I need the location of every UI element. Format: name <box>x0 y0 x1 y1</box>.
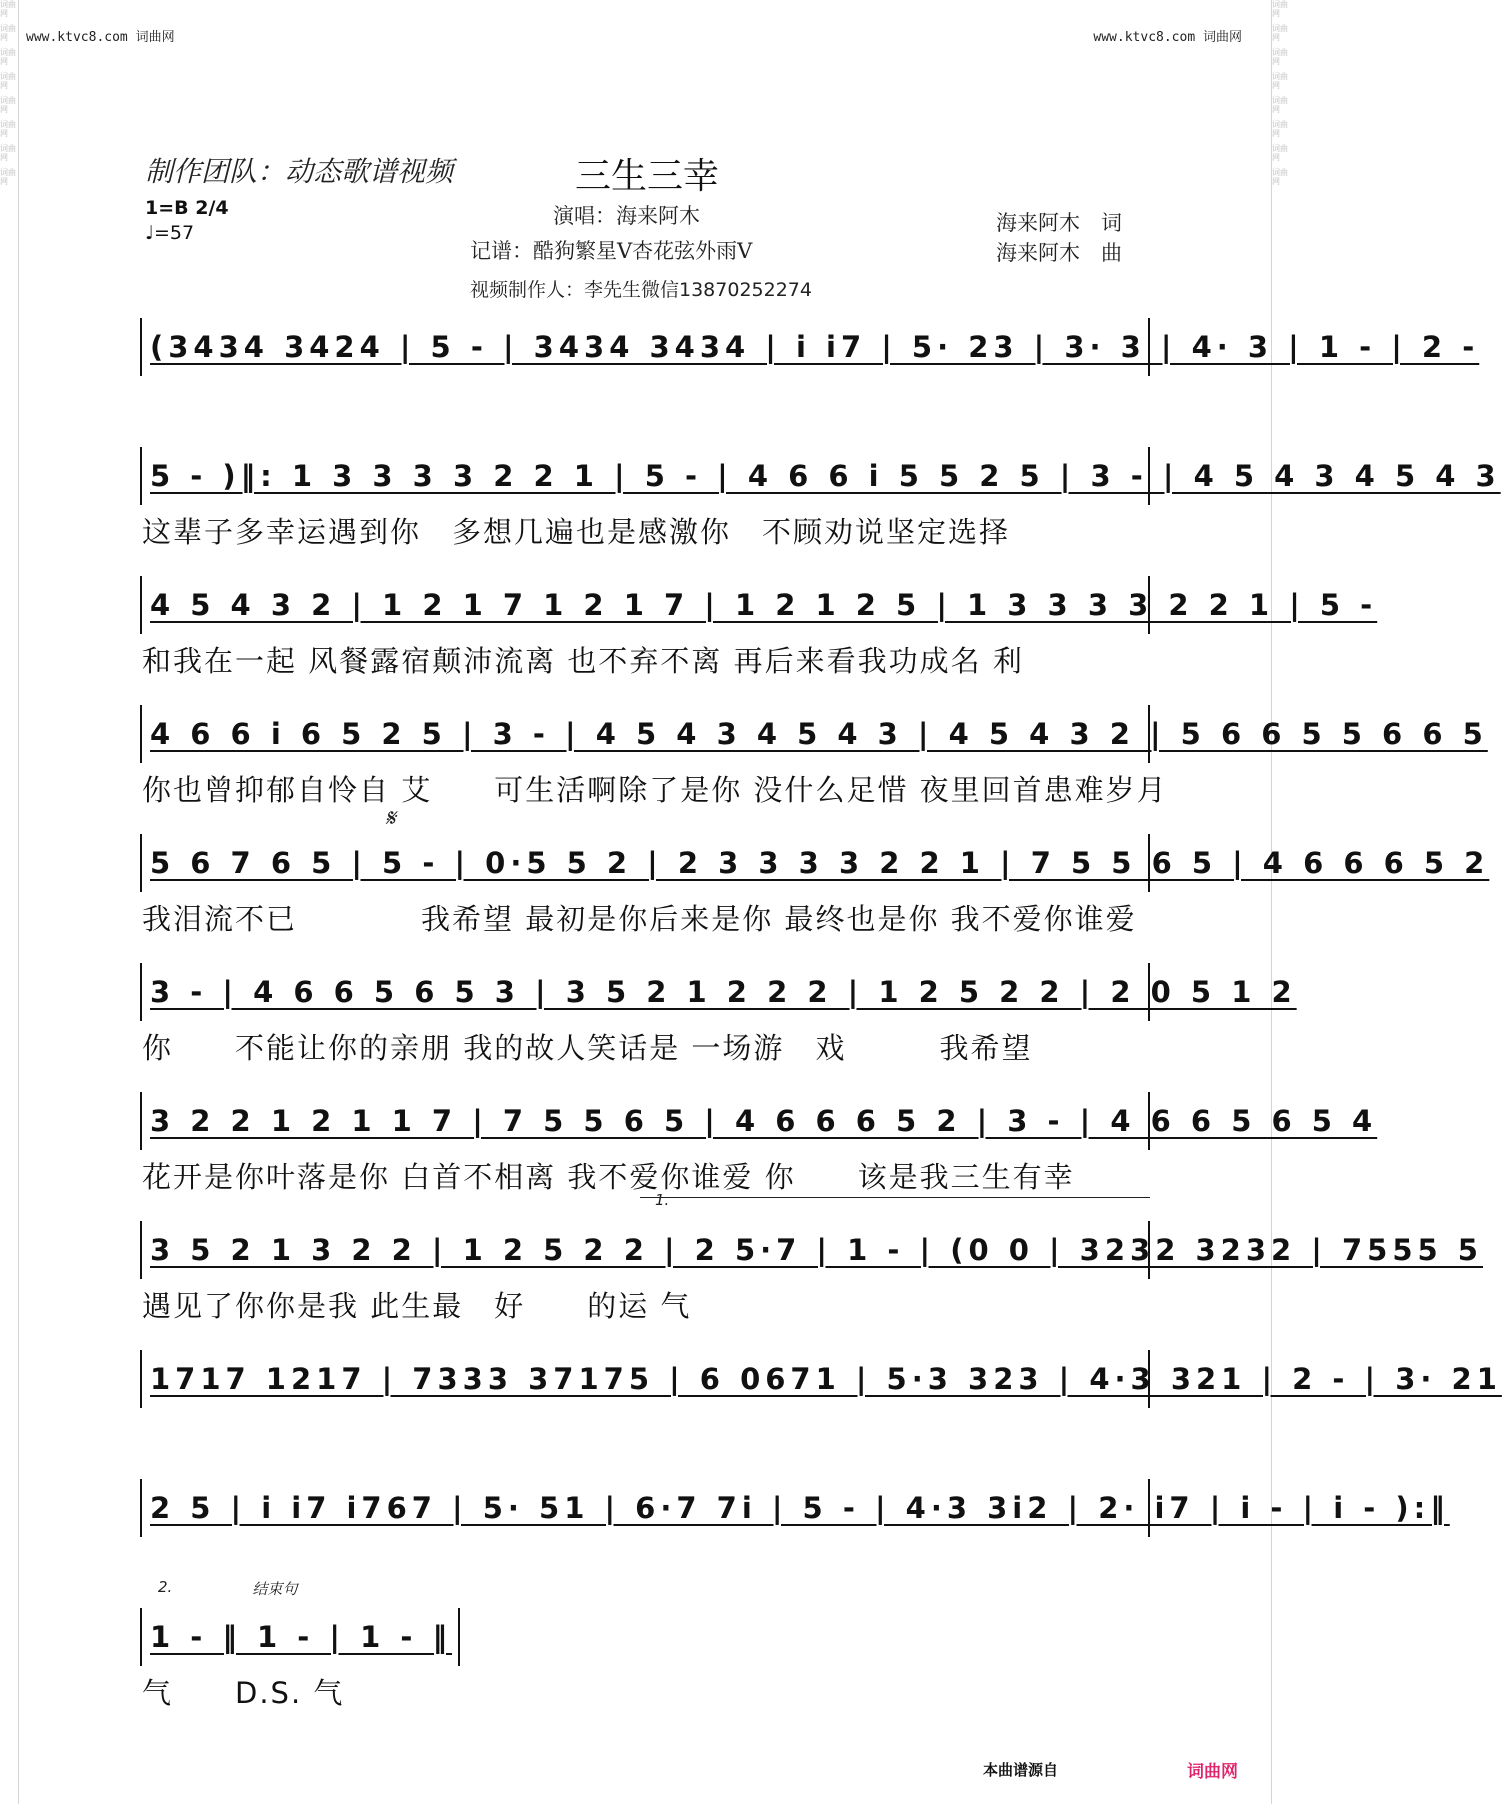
edge-watermark-text: 词曲网 <box>1272 96 1288 114</box>
segno-marker: 𝄋 <box>385 804 396 832</box>
edge-watermark-text: 词曲网 <box>0 24 16 42</box>
lyric-line: 气 D.S. 气 <box>142 1675 345 1710</box>
edge-watermark-text: 词曲网 <box>1272 120 1288 138</box>
edge-watermark-text: 词曲网 <box>1272 24 1288 42</box>
edge-watermark-text: 词曲网 <box>0 96 16 114</box>
song-title: 三生三幸 <box>575 156 720 197</box>
lyric-line <box>140 376 1150 426</box>
key-signature: 1=B 2/4 <box>145 197 229 219</box>
header-site-right <box>1093 26 1242 45</box>
score-row <box>140 1350 1502 1479</box>
site-url: www.ktvc8.com <box>26 30 128 45</box>
note-line: (3434 3424 | 5 - | 3434 3434 | i i7 | 5· 23 | 3· 3 | 4· 3 | 1 - | 2 - <box>140 318 1150 376</box>
score-row <box>140 804 1490 963</box>
lyric-line: 这辈子多幸运遇到你 多想几遍也是感激你 不顾劝说坚定选择 <box>142 514 1011 549</box>
lyric-line: 我泪流不已 我希望 最初是你后来是你 最终也是你 我不爱你谁爱 <box>142 901 1137 936</box>
lyric-line <box>140 1408 1150 1458</box>
tempo-marking: ♩=57 <box>145 222 195 244</box>
footer-site-link[interactable]: 词曲网 <box>1187 1762 1238 1782</box>
singer-credit: 演唱：海来阿木 <box>553 204 700 228</box>
ending-phrase-marker: 结束句 <box>252 1580 298 1598</box>
right-watermark-strip <box>1271 0 1290 1804</box>
edge-watermark-text: 词曲网 <box>1272 0 1288 18</box>
note-line: 3 5 2 1 3 2 2 | 1 2 5 2 2 | 2 5·7 | 1 - | (0 0 | 3232 3232 | 7555 5 <box>140 1221 1150 1279</box>
score-row <box>140 1191 1483 1350</box>
score-row <box>140 447 1501 576</box>
lyricist-credit: 海来阿木 词 <box>996 211 1122 235</box>
production-team: 制作团队：动态歌谱视频 <box>145 155 454 188</box>
edge-watermark-text: 词曲网 <box>1272 48 1288 66</box>
edge-watermark-text: 词曲网 <box>0 144 16 162</box>
note-line: 3 2 2 1 2 1 1 7 | 7 5 5 6 5 | 4 6 6 6 5 2 | 3 - | 4 6 6 5 6 5 4 <box>140 1092 1150 1150</box>
site-name: 词曲网 <box>135 30 175 45</box>
notation-credit: 记谱：酷狗繁星V杏花弦外雨V <box>470 239 753 263</box>
note-line: 4 6 6 i 6 5 2 5 | 3 - | 4 5 4 3 4 5 4 3 | 4 5 4 3 2 | 5 6 6 5 5 6 6 5 <box>140 705 1150 763</box>
edge-watermark-text: 词曲网 <box>0 72 16 90</box>
note-line: 1 - ‖ 1 - | 1 - ‖ <box>140 1608 460 1666</box>
edge-watermark-text: 词曲网 <box>1272 168 1288 186</box>
score-row <box>140 576 1378 705</box>
site-name: 词曲网 <box>1202 30 1242 45</box>
jianpu-score <box>140 318 1502 1737</box>
note-line: 5 - )‖: 1 3 3 3 3 2 2 1 | 5 - | 4 6 6 i 5 5 2 5 | 3 - | 4 5 4 3 4 5 4 3 <box>140 447 1150 505</box>
lyric-line: 你 不能让你的亲朋 我的故人笑话是 一场游 戏 我希望 <box>142 1030 1033 1065</box>
row-markers <box>140 1578 460 1604</box>
note-line: 5 6 7 6 5 | 5 - | 0·5 5 2 | 2 3 3 3 3 2 2 1 | 7 5 5 6 5 | 4 6 6 6 5 2 <box>140 834 1150 892</box>
volta-1-marker: 1. <box>655 1191 670 1209</box>
lyric-line: 遇见了你你是我 此生最 好 的运 气 <box>142 1288 692 1323</box>
lyric-line: 花开是你叶落是你 白首不相离 我不爱你谁爱 你 该是我三生有幸 <box>142 1159 1075 1194</box>
lyric-line: 和我在一起 风餐露宿颠沛流离 也不弃不离 再后来看我功成名 利 <box>142 643 1024 678</box>
row-markers <box>140 1191 1150 1217</box>
score-row <box>140 963 1297 1092</box>
note-line: 3 - | 4 6 6 5 6 5 3 | 3 5 2 1 2 2 2 | 1 2 5 2 2 | 2 0 5 1 2 <box>140 963 1150 1021</box>
edge-watermark-text: 词曲网 <box>0 120 16 138</box>
edge-watermark-text: 词曲网 <box>1272 144 1288 162</box>
score-row <box>140 1578 460 1737</box>
composer-credit: 海来阿木 曲 <box>996 241 1122 265</box>
edge-watermark-text: 词曲网 <box>1272 72 1288 90</box>
edge-watermark-text: 词曲网 <box>0 0 16 18</box>
left-watermark-strip <box>0 0 19 1804</box>
score-row <box>140 318 1480 447</box>
video-credit: 视频制作人：李先生微信13870252274 <box>470 279 812 301</box>
note-line: 1717 1217 | 7333 37175 | 6 0671 | 5·3 323 | 4·3 321 | 2 - | 3· 21 <box>140 1350 1150 1408</box>
volta-2-marker: 2. <box>158 1578 173 1596</box>
note-line: 4 5 4 3 2 | 1 2 1 7 1 2 1 7 | 1 2 1 2 5 | 1 3 3 3 3 2 2 1 | 5 - <box>140 576 1150 634</box>
edge-watermark-text: 词曲网 <box>0 168 16 186</box>
footer-source: 本曲谱源自 <box>982 1761 1058 1779</box>
row-markers <box>140 804 1150 830</box>
note-line: 2 5 | i i7 i767 | 5· 51 | 6·7 7i | 5 - | 4·3 3i2 | 2· i7 | i - | i - ):‖ <box>140 1479 1150 1537</box>
header-site-left <box>26 26 175 45</box>
site-url: www.ktvc8.com <box>1093 30 1196 45</box>
lyric-line: 你也曾抑郁自怜自 艾 可生活啊除了是你 没什么足惜 夜里回首患难岁月 <box>142 772 1168 807</box>
edge-watermark-text: 词曲网 <box>0 48 16 66</box>
